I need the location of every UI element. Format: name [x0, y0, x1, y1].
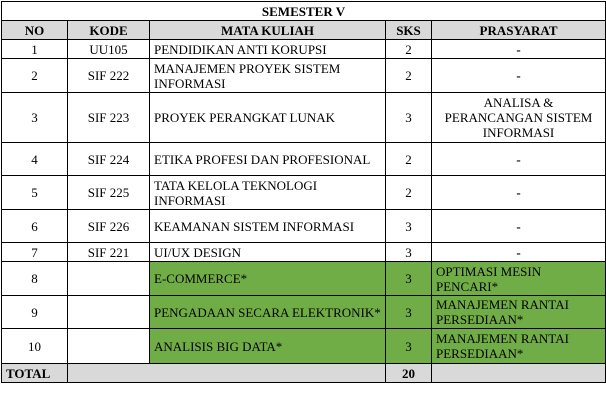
table-row [2, 143, 606, 176]
row-kode: SIF 224 [68, 143, 150, 176]
header-no: NO [2, 21, 68, 40]
header-kode: KODE [68, 21, 150, 40]
table-row [2, 93, 606, 143]
row-prasyarat: ANALISA & PERANCANGAN SISTEM INFORMASI [432, 93, 606, 143]
row-no: 10 [2, 329, 68, 364]
row-kode: SIF 221 [68, 243, 150, 262]
total-prasyarat-blank [432, 364, 606, 383]
table-row-elective [2, 329, 606, 364]
row-mata-kuliah: PROYEK PERANGKAT LUNAK [150, 93, 386, 143]
total-label: TOTAL [2, 364, 68, 383]
table-row [2, 210, 606, 243]
row-no: 4 [2, 143, 68, 176]
row-kode [68, 329, 150, 364]
row-sks: 2 [386, 40, 432, 59]
table-row-elective [2, 296, 606, 329]
row-kode [68, 262, 150, 296]
row-kode: SIF 225 [68, 176, 150, 210]
row-sks: 3 [386, 210, 432, 243]
row-kode [68, 296, 150, 329]
row-sks: 2 [386, 176, 432, 210]
row-mata-kuliah: TATA KELOLA TEKNOLOGI INFORMASI [150, 176, 386, 210]
row-sks: 2 [386, 59, 432, 93]
row-prasyarat: OPTIMASI MESIN PENCARI* [432, 262, 606, 296]
row-kode: SIF 223 [68, 93, 150, 143]
row-prasyarat: - [432, 143, 606, 176]
row-kode: UU105 [68, 40, 150, 59]
row-sks: 3 [386, 296, 432, 329]
row-mata-kuliah: E-COMMERCE* [150, 262, 386, 296]
row-kode: SIF 226 [68, 210, 150, 243]
row-prasyarat: - [432, 210, 606, 243]
row-sks: 3 [386, 262, 432, 296]
header-prasyarat: PRASYARAT [432, 21, 606, 40]
row-kode: SIF 222 [68, 59, 150, 93]
row-sks: 3 [386, 93, 432, 143]
row-no: 8 [2, 262, 68, 296]
table-row [2, 176, 606, 210]
row-mata-kuliah: PENDIDIKAN ANTI KORUPSI [150, 40, 386, 59]
header-mata-kuliah: MATA KULIAH [150, 21, 386, 40]
table-row [2, 243, 606, 262]
row-mata-kuliah: PENGADAAN SECARA ELEKTRONIK* [150, 296, 386, 329]
row-prasyarat: - [432, 176, 606, 210]
table-row [2, 59, 606, 93]
row-no: 3 [2, 93, 68, 143]
semester-course-table [1, 1, 606, 383]
row-no: 1 [2, 40, 68, 59]
table-row-elective [2, 262, 606, 296]
row-prasyarat: - [432, 40, 606, 59]
row-no: 6 [2, 210, 68, 243]
table-row [2, 40, 606, 59]
total-sks: 20 [386, 364, 432, 383]
row-mata-kuliah: ANALISIS BIG DATA* [150, 329, 386, 364]
row-sks: 3 [386, 329, 432, 364]
row-no: 5 [2, 176, 68, 210]
row-sks: 2 [386, 143, 432, 176]
header-row [2, 21, 606, 40]
row-mata-kuliah: KEAMANAN SISTEM INFORMASI [150, 210, 386, 243]
semester-title: SEMESTER V [2, 2, 606, 21]
row-no: 2 [2, 59, 68, 93]
total-blank [68, 364, 386, 383]
row-no: 7 [2, 243, 68, 262]
row-prasyarat: MANAJEMEN RANTAI PERSEDIAAN* [432, 296, 606, 329]
total-row [2, 364, 606, 383]
row-prasyarat: - [432, 243, 606, 262]
row-prasyarat: - [432, 59, 606, 93]
row-mata-kuliah: ETIKA PROFESI DAN PROFESIONAL [150, 143, 386, 176]
row-prasyarat: MANAJEMEN RANTAI PERSEDIAAN* [432, 329, 606, 364]
row-sks: 3 [386, 243, 432, 262]
row-no: 9 [2, 296, 68, 329]
header-sks: SKS [386, 21, 432, 40]
row-mata-kuliah: MANAJEMEN PROYEK SISTEM INFORMASI [150, 59, 386, 93]
row-mata-kuliah: UI/UX DESIGN [150, 243, 386, 262]
